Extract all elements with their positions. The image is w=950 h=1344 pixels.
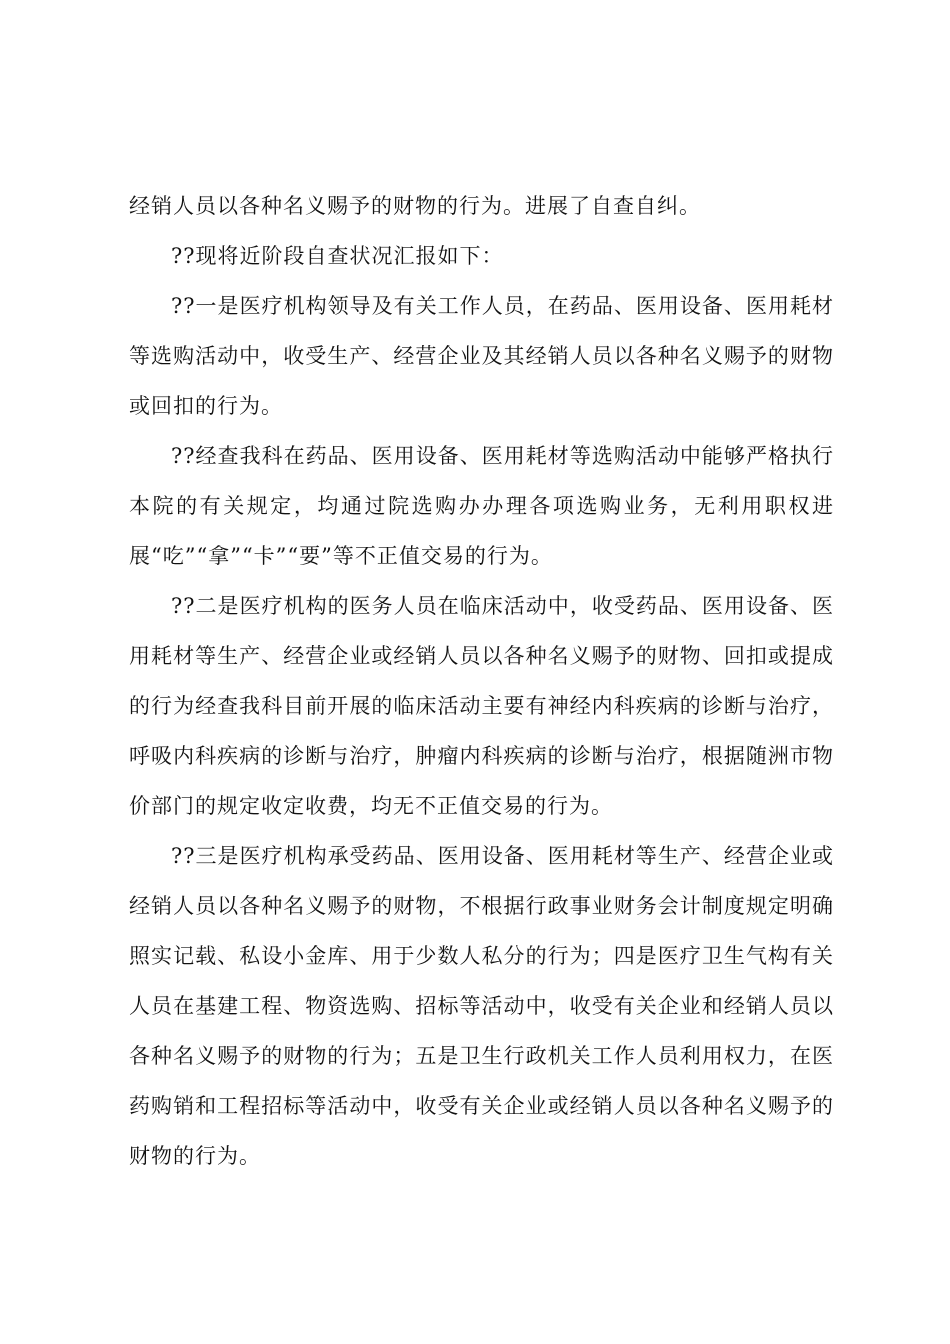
paragraph-2: ??现将近阶段自查状况汇报如下： <box>171 244 504 268</box>
paragraph-5: ??二是医疗机构的医务人员在临床活动中，收受药品、医用设备、医用耗材等生产、经营企业或经销人员以各种名义赐予的财物、回扣或提成的行为经查我科目前开展的临床活动主要有神经内科疾病的诊断与治疗，呼吸内科疾病的诊断与治疗，肿瘤内科疾病的诊断与治疗，根据随洲市物价部门的规定收定收费，均无不正值交易的行为。 <box>129 594 834 818</box>
paragraph-4: ??经查我科在药品、医用设备、医用耗材等选购活动中能够严格执行本院的有关规定，均通过院选购办办理各项选购业务，无利用职权进展“吃”“拿”“卡”“要”等不正值交易的行为。 <box>129 444 834 568</box>
paragraph-3: ??一是医疗机构领导及有关工作人员，在药品、医用设备、医用耗材等选购活动中，收受生产、经营企业及其经销人员以各种名义赐予的财物或回扣的行为。 <box>129 294 834 418</box>
paragraph-1: 经销人员以各种名义赐予的财物的行为。进展了自查自纠。 <box>129 194 701 218</box>
document-body <box>129 181 834 1181</box>
paragraph-6: ??三是医疗机构承受药品、医用设备、医用耗材等生产、经营企业或经销人员以各种名义赐予的财物，不根据行政事业财务会计制度规定明确照实记载、私设小金库、用于少数人私分的行为；四是医疗卫生气构有关人员在基建工程、物资选购、招标等活动中，收受有关企业和经销人员以各种名义赐予的财物的行为；五是卫生行政机关工作人员利用权力，在医药购销和工程招标等活动中，收受有关企业或经销人员以各种名义赐予的财物的行为。 <box>129 844 834 1168</box>
